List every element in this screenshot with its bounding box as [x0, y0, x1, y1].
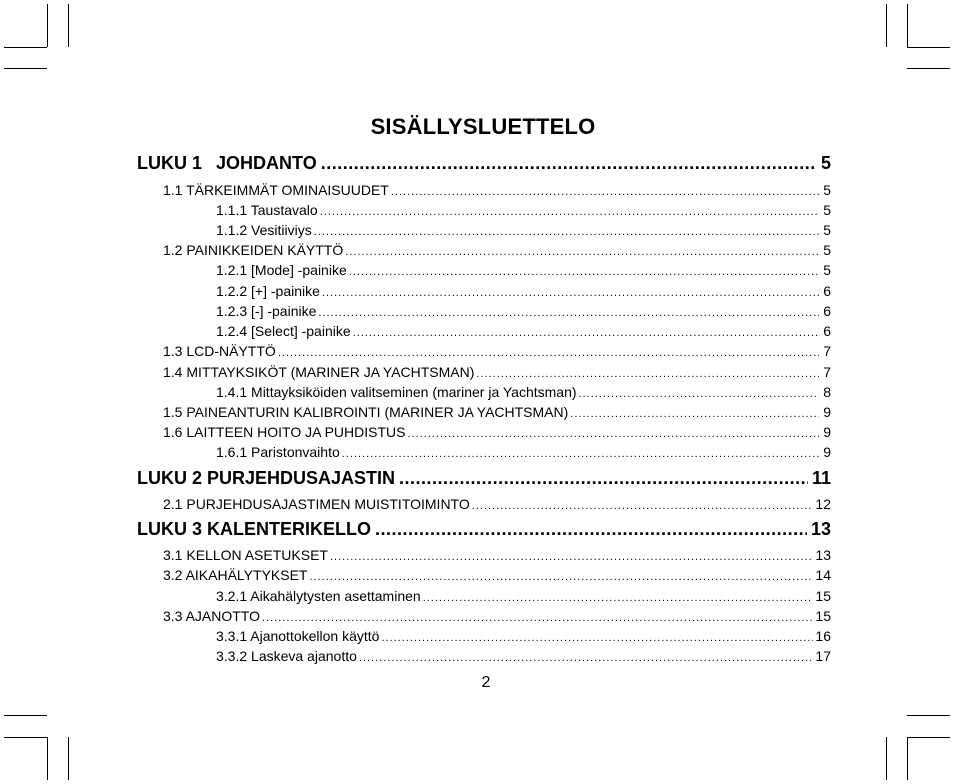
toc-leader-dots	[375, 519, 807, 540]
toc-entry[interactable]	[163, 567, 831, 583]
toc-leader-dots	[472, 500, 814, 512]
toc-leader-dots	[423, 592, 814, 604]
toc-leader-dots	[353, 327, 819, 339]
toc-page-number: 15	[815, 608, 831, 624]
toc-entry[interactable]	[216, 262, 831, 278]
toc-entry-label: 1.6 LAITTEEN HOITO JA PUHDISTUS	[163, 424, 406, 440]
toc-leader-dots	[309, 571, 813, 583]
toc-page-number: 8	[823, 384, 831, 400]
toc-entry[interactable]	[216, 588, 831, 604]
toc-entry-label: 3.2 AIKAHÄLYTYKSET	[163, 567, 308, 583]
toc-entry[interactable]	[163, 496, 831, 512]
toc-page-number: 6	[823, 283, 831, 299]
toc-page-number: 5	[823, 182, 831, 198]
toc-leader-dots	[345, 246, 819, 258]
toc-entry-label: 3.2.1 Aikahälytysten asettaminen	[216, 588, 421, 604]
toc-entry-label: 1.1 TÄRKEIMMÄT OMINAISUUDET	[163, 182, 389, 198]
toc-page-number: 6	[823, 303, 831, 319]
toc-page-number: 6	[823, 323, 831, 339]
toc-leader-dots	[322, 287, 819, 299]
toc-entry-label: 1.2.3 [-] -painike	[216, 303, 317, 319]
toc-entry[interactable]	[216, 648, 831, 664]
toc-leader-dots	[381, 632, 813, 644]
toc-page-number: 5	[823, 202, 831, 218]
toc-chapter-1[interactable]	[137, 153, 831, 174]
toc-entry[interactable]	[163, 182, 831, 198]
toc-page-number: 17	[815, 648, 831, 664]
toc-leader-dots	[359, 652, 814, 664]
toc-page-number: 16	[815, 628, 831, 644]
page-title: SISÄLLYSLUETTELO	[370, 114, 596, 139]
toc-page-number: 11	[811, 468, 831, 488]
toc-entry[interactable]	[216, 283, 831, 299]
toc-leader-dots	[391, 186, 819, 198]
toc-page-number: 13	[815, 547, 831, 563]
toc-entry[interactable]	[216, 303, 831, 319]
toc-page-number: 5	[823, 242, 831, 258]
toc-entry-label: 2.1 PURJEHDUSAJASTIMEN MUISTITOIMINTO	[163, 496, 470, 512]
toc-leader-dots	[349, 266, 819, 278]
toc-page-number: 7	[823, 364, 831, 380]
toc-entry-label: LUKU 3 KALENTERIKELLO	[137, 519, 371, 539]
toc-entry[interactable]	[216, 222, 831, 238]
toc-page-number: 5	[823, 222, 831, 238]
toc-leader-dots	[314, 226, 819, 238]
toc-entry[interactable]	[163, 608, 831, 624]
toc-entry-label: 1.2.2 [+] -painike	[216, 283, 320, 299]
toc-entry-label: 1.6.1 Paristonvaihto	[216, 444, 340, 460]
toc-leader-dots	[579, 388, 819, 400]
toc-entry[interactable]	[163, 364, 831, 380]
toc-entry[interactable]	[216, 323, 831, 339]
toc-page-number: 12	[815, 496, 831, 512]
toc-leader-dots	[321, 153, 817, 174]
toc-page-number: 5	[823, 262, 831, 278]
toc-page-number: 9	[823, 444, 831, 460]
toc-page-number: 14	[815, 567, 831, 583]
toc-entry[interactable]	[163, 343, 831, 359]
toc-chapter-3[interactable]	[137, 519, 831, 540]
toc-leader-dots	[278, 347, 819, 359]
toc-leader-dots	[342, 448, 819, 460]
toc-leader-dots	[262, 612, 813, 624]
toc-chapter-2[interactable]	[137, 468, 831, 489]
page-number: 2	[481, 674, 491, 691]
toc-entry-label: LUKU 1 JOHDANTO	[137, 153, 317, 173]
toc-entry[interactable]	[216, 628, 831, 644]
toc-leader-dots	[407, 428, 819, 440]
toc-page-number: 13	[810, 519, 831, 539]
toc-page-number: 9	[823, 424, 831, 440]
toc-leader-dots	[476, 368, 819, 380]
toc-entry-label: 3.3.2 Laskeva ajanotto	[216, 648, 357, 664]
toc-page-number: 9	[823, 404, 831, 420]
toc-entry-label: 3.3.1 Ajanottokellon käyttö	[216, 628, 380, 644]
toc-entry-label: 3.3 AJANOTTO	[163, 608, 260, 624]
toc-entry-label: 1.4 MITTAYKSIKÖT (MARINER JA YACHTSMAN)	[163, 364, 475, 380]
toc-entry-label: 1.2 PAINIKKEIDEN KÄYTTÖ	[163, 242, 344, 258]
toc-entry-label: LUKU 2 PURJEHDUSAJASTIN	[137, 468, 396, 488]
toc-leader-dots	[320, 206, 819, 218]
toc-page-number: 5	[820, 153, 831, 173]
toc-entry[interactable]	[216, 384, 831, 400]
toc-entry-label: 1.5 PAINEANTURIN KALIBROINTI (MARINER JA YACHTSMAN)	[163, 404, 569, 420]
toc-leader-dots	[330, 551, 813, 563]
toc-page-number: 15	[815, 588, 831, 604]
toc-page-number: 7	[823, 343, 831, 359]
toc-entry-label: 1.2.1 [Mode] -painike	[216, 262, 347, 278]
toc-entry[interactable]	[163, 404, 831, 420]
toc-entry-label: 1.4.1 Mittayksiköiden valitseminen (mariner ja Yachtsman)	[216, 384, 577, 400]
toc-entry-label: 1.1.2 Vesitiiviys	[216, 222, 312, 238]
toc-entry-label: 3.1 KELLON ASETUKSET	[163, 547, 328, 563]
toc-entry-label: 1.3 LCD-NÄYTTÖ	[163, 343, 276, 359]
toc-entry[interactable]	[163, 547, 831, 563]
toc-leader-dots	[318, 307, 819, 319]
toc-entry[interactable]	[163, 424, 831, 440]
toc-entry[interactable]	[216, 444, 831, 460]
toc-entry[interactable]	[216, 202, 831, 218]
toc-entry-label: 1.1.1 Taustavalo	[216, 202, 318, 218]
toc-entry-label: 1.2.4 [Select] -painike	[216, 323, 351, 339]
toc-leader-dots	[399, 468, 808, 489]
toc-entry[interactable]	[163, 242, 831, 258]
toc-leader-dots	[570, 408, 819, 420]
